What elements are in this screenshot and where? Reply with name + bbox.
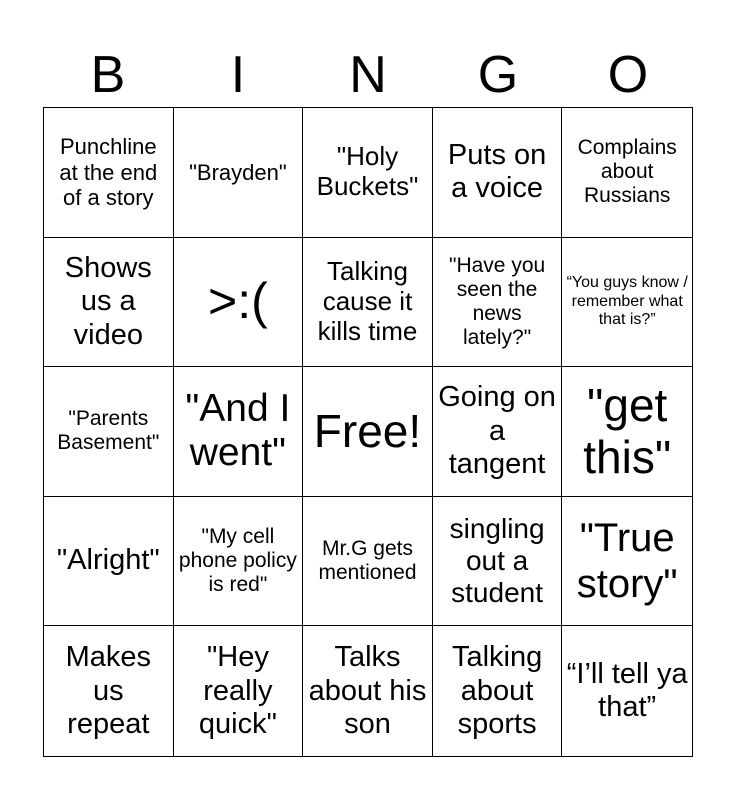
bingo-cell-r4-c4[interactable] xyxy=(562,626,692,756)
bingo-cell-r0-c0[interactable] xyxy=(44,108,174,238)
bingo-cell-text: "get this" xyxy=(583,378,672,484)
bingo-cell-r3-c1[interactable] xyxy=(174,497,304,627)
bingo-cell-text: Talking cause it kills time xyxy=(317,256,418,346)
bingo-cell-text: "And I went" xyxy=(185,386,291,475)
bingo-cell-text: Makes us repeat xyxy=(65,641,151,740)
bingo-cell-text: "Parents Basement" xyxy=(57,407,160,455)
bingo-cell-text: Complains about Russians xyxy=(577,136,677,208)
bingo-cell-text: Free! xyxy=(313,405,422,458)
bingo-cell-r2-c4[interactable] xyxy=(562,367,692,497)
bingo-cell-text: Puts on a voice xyxy=(447,138,547,205)
bingo-cell-r1-c4[interactable] xyxy=(562,238,692,368)
bingo-cell-r2-c1[interactable] xyxy=(174,367,304,497)
bingo-cell-r1-c1[interactable] xyxy=(174,238,304,368)
bingo-cell-free[interactable] xyxy=(303,367,433,497)
bingo-cell-r4-c1[interactable] xyxy=(174,626,304,756)
header-letter-g: G xyxy=(477,46,519,104)
bingo-cell-r4-c3[interactable] xyxy=(433,626,563,756)
bingo-cell-text: singling out a student xyxy=(449,512,545,609)
bingo-cell-text: Shows us a video xyxy=(64,251,152,351)
bingo-cell-r2-c0[interactable] xyxy=(44,367,174,497)
bingo-cell-text: Punchline at the end of a story xyxy=(59,134,158,210)
bingo-cell-r3-c0[interactable] xyxy=(44,497,174,627)
bingo-cell-text: "Holy Buckets" xyxy=(316,141,419,202)
bingo-cell-text: Going on a tangent xyxy=(438,381,556,481)
bingo-cell-text: Talks about his son xyxy=(308,641,427,740)
bingo-grid xyxy=(43,107,693,757)
bingo-cell-text: "Brayden" xyxy=(189,159,287,185)
header-letter-i: I xyxy=(230,46,246,104)
bingo-cell-text: “I’ll tell ya that” xyxy=(566,657,688,724)
header-letter-b: B xyxy=(90,46,126,104)
bingo-cell-r0-c1[interactable] xyxy=(174,108,304,238)
header-letter-o: O xyxy=(607,46,649,104)
bingo-cell-text: >:( xyxy=(208,273,268,330)
bingo-cell-r3-c2[interactable] xyxy=(303,497,433,627)
bingo-cell-text: Talking about sports xyxy=(451,641,543,740)
bingo-cell-text: "Have you seen the news lately?" xyxy=(449,253,546,350)
bingo-cell-r4-c2[interactable] xyxy=(303,626,433,756)
bingo-cell-r0-c2[interactable] xyxy=(303,108,433,238)
bingo-cell-text: Mr.G gets mentioned xyxy=(318,536,417,585)
bingo-cell-text: "True story" xyxy=(576,516,678,607)
bingo-cell-r0-c3[interactable] xyxy=(433,108,563,238)
header-letter-n: N xyxy=(349,46,387,104)
bingo-cell-r3-c3[interactable] xyxy=(433,497,563,627)
bingo-cell-r1-c2[interactable] xyxy=(303,238,433,368)
bingo-header xyxy=(43,42,693,108)
bingo-cell-r1-c3[interactable] xyxy=(433,238,563,368)
bingo-cell-r1-c0[interactable] xyxy=(44,238,174,368)
bingo-cell-r0-c4[interactable] xyxy=(562,108,692,238)
bingo-cell-r3-c4[interactable] xyxy=(562,497,692,627)
bingo-cell-r4-c0[interactable] xyxy=(44,626,174,756)
bingo-cell-r2-c3[interactable] xyxy=(433,367,563,497)
bingo-cell-text: "My cell phone policy is red" xyxy=(178,524,297,597)
bingo-cell-text: "Hey really quick" xyxy=(198,641,277,740)
bingo-cell-text: “You guys know / remember what that is?” xyxy=(566,274,688,329)
bingo-cell-text: "Alright" xyxy=(56,544,160,577)
